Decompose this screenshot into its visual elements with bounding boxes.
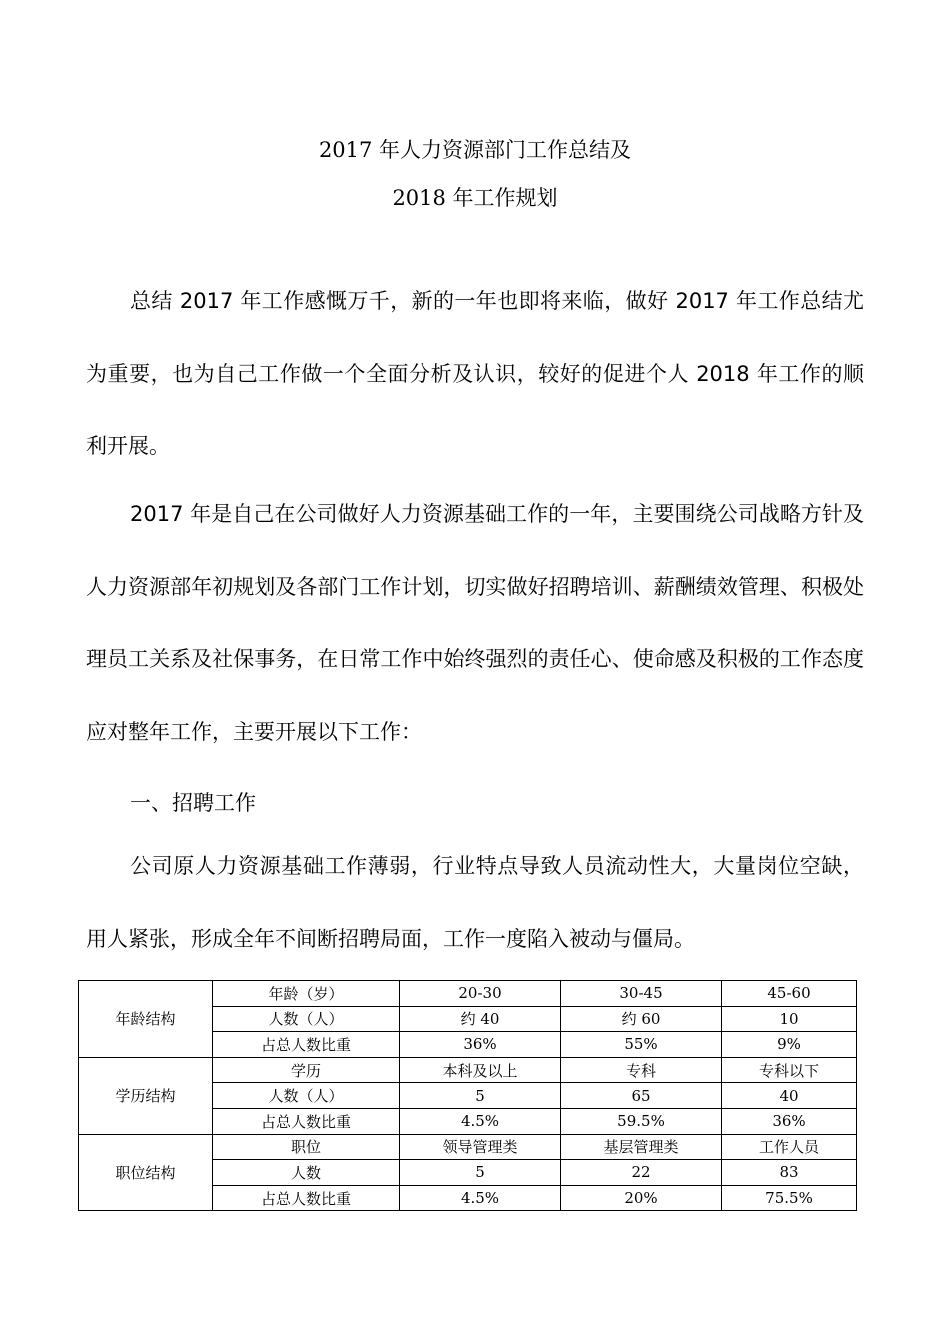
- table-cell: 占总人数比重: [213, 1185, 400, 1211]
- table-cell: 55%: [561, 1032, 722, 1058]
- table-cell: 10: [722, 1006, 857, 1032]
- table-cell: 30-45: [561, 981, 722, 1007]
- table-cell: 占总人数比重: [213, 1108, 400, 1134]
- table-cell: 学历: [213, 1057, 400, 1083]
- table-cell: 22: [561, 1160, 722, 1186]
- table-cell: 基层管理类: [561, 1134, 722, 1160]
- table-cell: 20-30: [400, 981, 561, 1007]
- table-cell: 占总人数比重: [213, 1032, 400, 1058]
- table-cell: 年龄（岁）: [213, 981, 400, 1007]
- table-cell: 人数（人）: [213, 1006, 400, 1032]
- table-cell: 20%: [561, 1185, 722, 1211]
- table-cell: 9%: [722, 1032, 857, 1058]
- group-label-age: 年龄结构: [79, 981, 213, 1058]
- table-cell: 36%: [722, 1108, 857, 1134]
- table-cell: 40: [722, 1083, 857, 1109]
- recruitment-paragraph: 公司原人力资源基础工作薄弱，行业特点导致人员流动性大，大量岗位空缺，用人紧张，形成全年不间断招聘局面，工作一度陷入被动与僵局。: [86, 854, 864, 951]
- group-label-position: 职位结构: [79, 1134, 213, 1211]
- table-cell: 约 40: [400, 1006, 561, 1032]
- document-title-line-2: 2018 年工作规划: [392, 186, 558, 210]
- table-cell: 工作人员: [722, 1134, 857, 1160]
- table-cell: 领导管理类: [400, 1134, 561, 1160]
- table-cell: 5: [400, 1083, 561, 1109]
- document-title-line-1: 2017 年人力资源部门工作总结及: [318, 138, 632, 162]
- table-cell: 59.5%: [561, 1108, 722, 1134]
- table-cell: 36%: [400, 1032, 561, 1058]
- table-cell: 本科及以上: [400, 1057, 561, 1083]
- table-cell: 职位: [213, 1134, 400, 1160]
- table-cell: 83: [722, 1160, 857, 1186]
- overview-paragraph: 2017 年是自己在公司做好人力资源基础工作的一年，主要围绕公司战略方针及人力资源部年初规划及各部门工作计划，切实做好招聘培训、薪酬绩效管理、积极处理员工关系及社保事务，在日常工作中始终强烈的责任心、使命感及积极的工作态度应对整年工作，主要开展以下工作：: [86, 502, 864, 744]
- staff-structure-table: [78, 980, 857, 1211]
- table-cell: 4.5%: [400, 1185, 561, 1211]
- table-row: [79, 1057, 857, 1083]
- table-cell: 4.5%: [400, 1108, 561, 1134]
- table-cell: 专科: [561, 1057, 722, 1083]
- table-cell: 75.5%: [722, 1185, 857, 1211]
- section-heading-recruitment: 一、招聘工作: [130, 791, 256, 815]
- table-cell: 人数（人）: [213, 1083, 400, 1109]
- table-cell: 约 60: [561, 1006, 722, 1032]
- table-row: [79, 981, 857, 1007]
- intro-paragraph: 总结 2017 年工作感慨万千，新的一年也即将来临，做好 2017 年工作总结尤为重要，也为自己工作做一个全面分析及认识，较好的促进个人 2018 年工作的顺利开展。: [86, 289, 864, 458]
- table-row: [79, 1134, 857, 1160]
- table-cell: 65: [561, 1083, 722, 1109]
- table-cell: 专科以下: [722, 1057, 857, 1083]
- table-cell: 5: [400, 1160, 561, 1186]
- table-cell: 人数: [213, 1160, 400, 1186]
- table-cell: 45-60: [722, 981, 857, 1007]
- group-label-education: 学历结构: [79, 1057, 213, 1134]
